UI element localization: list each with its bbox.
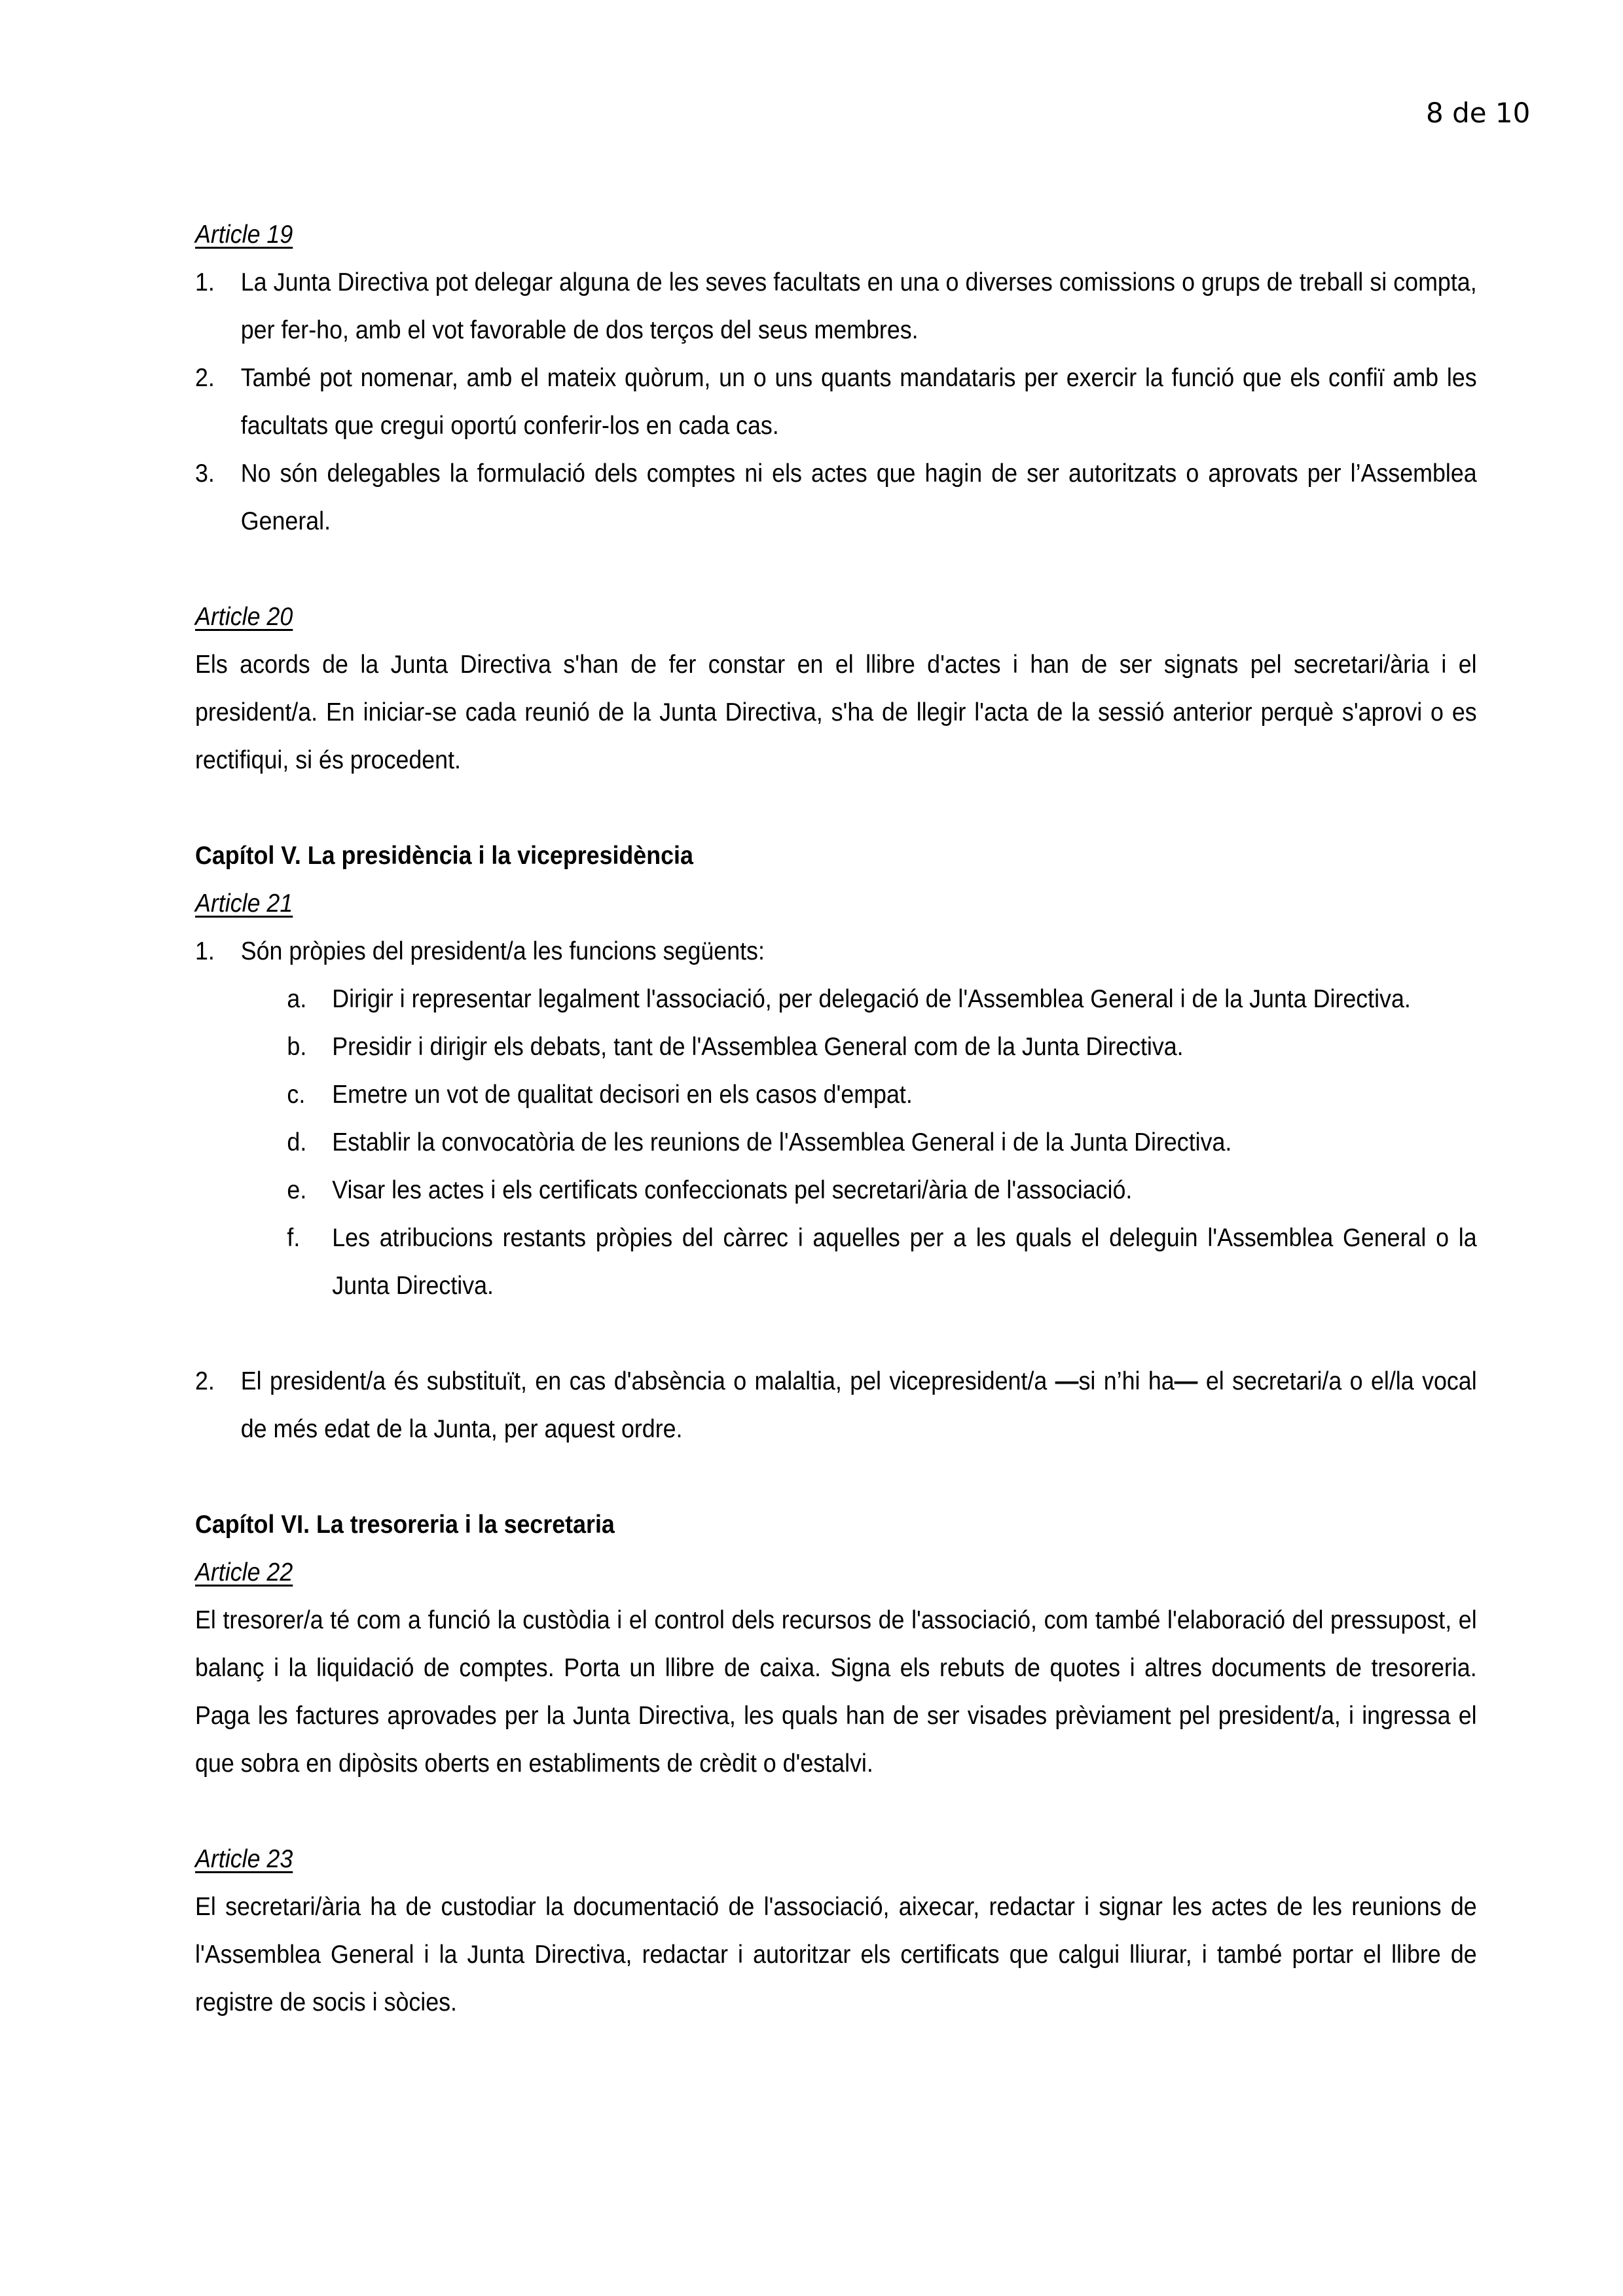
document-body (195, 211, 1477, 2026)
list-marker: 2. (195, 364, 215, 392)
lettered-list (195, 975, 1477, 1310)
article-20 (195, 593, 1477, 784)
list-marker: b. (287, 1033, 307, 1061)
list-item-text: Visar les actes i els certificats confeccionats pel secretari/ària de l'associació. (332, 1176, 1133, 1204)
list-marker: 3. (195, 459, 215, 488)
text-segment: El president/a és substituït, en cas d'absència o malaltia, pel vicepresident/a (240, 1367, 1055, 1395)
chapter-title: Capítol V. La presidència i la vicepresidència (195, 842, 693, 870)
numbered-list (195, 1357, 1477, 1453)
list-item-text (241, 1367, 1477, 1443)
sub-list-item (195, 1166, 1477, 1214)
list-item-text: Les atribucions restants pròpies del càrrec i aquelles per a les quals el deleguin l'Assemblea General o la Junta Directiva. (332, 1224, 1477, 1300)
spacer (195, 1787, 1477, 1835)
list-marker: c. (287, 1081, 306, 1109)
article-title: Article 23 (195, 1845, 293, 1873)
spacer (195, 545, 1477, 593)
em-dash: — (1055, 1367, 1079, 1395)
list-item-text: La Junta Directiva pot delegar alguna de les seves facultats en una o diverses comissions o grups de treball si compta, per fer-ho, amb el vot favorable de dos terços del seus membres. (240, 268, 1477, 344)
article-paragraph: El secretari/ària ha de custodiar la documentació de l'associació, aixecar, redactar i signar les actes de les reunions de l'Assemblea General i la Junta Directiva, redactar i autoritzar els certificats que calgui lliurar, i també portar el llibre de registre de socis i sòcies. (195, 1893, 1477, 2017)
article-23 (195, 1835, 1477, 2026)
sub-list-item (195, 1071, 1477, 1119)
list-marker: 2. (195, 1367, 215, 1395)
spacer (195, 784, 1477, 832)
list-item-text: Presidir i dirigir els debats, tant de l'Assemblea General com de la Junta Directiva. (332, 1033, 1184, 1061)
list-item-text: També pot nomenar, amb el mateix quòrum, un o uns quants mandataris per exercir la funció que els confiï amb les facultats que cregui oportú conferir-los en cada cas. (240, 364, 1477, 440)
list-item-text: No són delegables la formulació dels comptes ni els actes que hagin de ser autoritzats o aprovats per l’Assemblea General. (240, 459, 1477, 535)
sub-list-item (195, 975, 1477, 1023)
list-item-text: Són pròpies del president/a les funcions següents: (240, 937, 765, 965)
spacer (195, 1453, 1477, 1501)
list-item-text: Dirigir i representar legalment l'associació, per delegació de l'Assemblea General i de la Junta Directiva. (332, 985, 1411, 1013)
sub-list-item (195, 1119, 1477, 1166)
em-dash: — (1174, 1367, 1198, 1395)
list-item-text: Establir la convocatòria de les reunions de l'Assemblea General i de la Junta Directiva. (332, 1128, 1232, 1157)
page-number: 8 de 10 (1426, 97, 1531, 129)
article-title: Article 22 (195, 1558, 293, 1587)
article-paragraph: El tresorer/a té com a funció la custòdia i el control dels recursos de l'associació, com també l'elaboració del pressupost, el balanç i la liquidació de comptes. Porta un llibre de caixa. Signa els rebuts de quotes i altres documents de tresoreria. Paga les factures aprovades per la Junta Directiva, les quals han de ser visades prèviament pel president/a, i ingressa el que sobra en dipòsits oberts en establiments de crèdit o d'estalvi. (195, 1606, 1477, 1778)
list-item (195, 927, 1477, 975)
list-item (195, 259, 1477, 354)
list-item (195, 450, 1477, 545)
list-item-text: Emetre un vot de qualitat decisori en els casos d'empat. (332, 1081, 913, 1109)
list-item (195, 354, 1477, 450)
list-marker: d. (287, 1128, 307, 1157)
article-paragraph: Els acords de la Junta Directiva s'han de fer constar en el llibre d'actes i han de ser signats pel secretari/ària i el president/a. En iniciar-se cada reunió de la Junta Directiva, s'ha de llegir l'acta de la sessió anterior perquè s'aprovi o es rectifiqui, si és procedent. (195, 651, 1477, 774)
sub-list-item (195, 1214, 1477, 1310)
article-title: Article 21 (195, 889, 293, 918)
list-marker: 1. (195, 268, 215, 296)
numbered-list (195, 927, 1477, 975)
article-title: Article 20 (195, 603, 293, 631)
list-item (195, 1357, 1477, 1453)
text-segment: el secretari/a o el/la vocal de més edat de la Junta, per aquest ordre. (240, 1367, 1477, 1443)
spacer (195, 1310, 1477, 1357)
article-19 (195, 211, 1477, 545)
numbered-list (195, 259, 1477, 545)
text-segment: si n’hi ha (1078, 1367, 1175, 1395)
list-marker: 1. (195, 937, 215, 965)
list-marker: e. (287, 1176, 307, 1204)
chapter-title: Capítol VI. La tresoreria i la secretaria (195, 1511, 615, 1539)
article-22 (195, 1549, 1477, 1787)
list-marker: a. (287, 985, 307, 1013)
list-marker: f. (287, 1224, 301, 1252)
sub-list-item (195, 1023, 1477, 1071)
article-title: Article 19 (195, 221, 293, 249)
article-21 (195, 880, 1477, 1453)
